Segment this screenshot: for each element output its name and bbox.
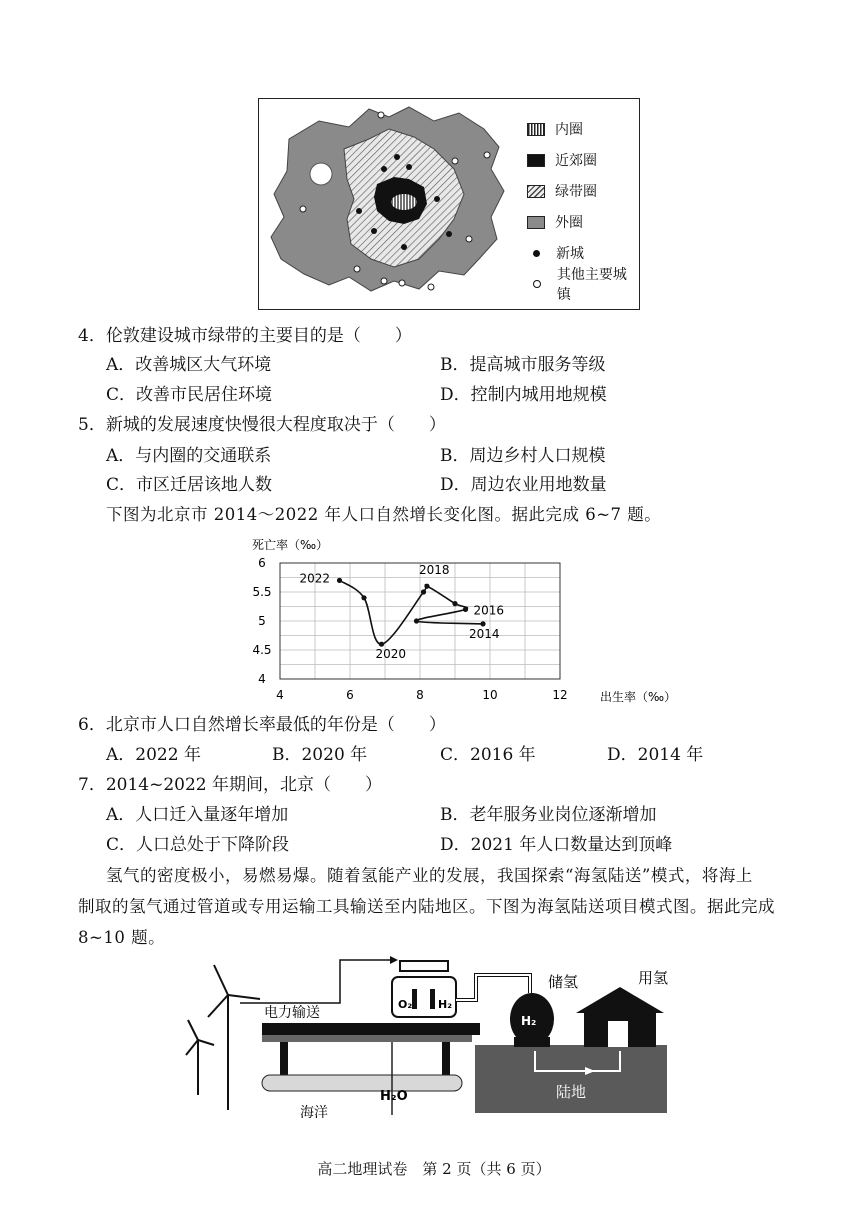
legend-label: 新城 <box>556 246 584 262</box>
data-point <box>421 589 426 594</box>
inner-ring <box>391 194 417 210</box>
y-tick-label: 4 <box>258 672 266 686</box>
platform <box>262 1023 480 1035</box>
x-tick-label: 10 <box>482 688 498 702</box>
y-tick-label: 6 <box>258 556 266 570</box>
gray-swatch-icon <box>527 216 545 229</box>
x-tick-label: 8 <box>416 688 424 702</box>
legend-suburban <box>527 150 639 170</box>
hatch-swatch-icon <box>527 123 545 136</box>
london-map <box>258 98 640 310</box>
legend-label: 其他主要城镇 <box>556 267 627 303</box>
q5-option-d[interactable]: D．周边农业用地数量 <box>440 475 607 495</box>
q7-option-d[interactable]: D．2021 年人口数量达到顶峰 <box>440 835 673 855</box>
q4-option-d[interactable]: D．控制内城用地规模 <box>440 385 607 405</box>
hydrogen-diagram <box>180 955 680 1125</box>
question-7-stem: 7．2014~2022 年期间，北京（ ） <box>78 775 382 795</box>
q6-option-c[interactable]: C．2016 年 <box>440 745 536 765</box>
x-tick-label: 12 <box>552 688 568 702</box>
q6-option-b[interactable]: B．2020 年 <box>272 745 368 765</box>
filled-dot-icon <box>533 250 540 257</box>
ocean-label: 海洋 <box>300 1105 328 1121</box>
h2-label: H₂ <box>438 998 453 1011</box>
population-chart <box>240 533 680 703</box>
year-label: 2016 <box>473 603 505 618</box>
question-5-stem: 5．新城的发展速度快慢很大程度取决于（ ） <box>78 415 446 435</box>
year-label: 2018 <box>419 563 450 578</box>
land-label: 陆地 <box>556 1083 587 1101</box>
legend-inner <box>527 119 639 139</box>
q5-option-a[interactable]: A．与内圈的交通联系 <box>106 446 272 466</box>
legend-label: 绿带圈 <box>555 184 597 200</box>
h2-intro-line-1: 氢气的密度极小，易燃易爆。随着氢能产业的发展，我国探索“海氢陆送”模式，将海上 <box>106 866 753 885</box>
q6-option-d[interactable]: D．2014 年 <box>607 745 704 765</box>
year-label: 2020 <box>375 647 407 662</box>
data-point <box>337 578 342 583</box>
power-label: 电力输送 <box>264 1005 320 1021</box>
legend-label: 内圈 <box>555 122 583 138</box>
q7-option-c[interactable]: C．人口总处于下降阶段 <box>106 835 290 855</box>
page-footer: 高二地理试卷 第 2 页（共 6 页） <box>317 1160 551 1178</box>
water-label: H₂O <box>380 1089 408 1104</box>
diagonal-swatch-icon <box>527 185 545 198</box>
question-4-stem: 4．伦敦建设城市绿带的主要目的是（ ） <box>78 326 412 346</box>
power-arrow <box>240 960 390 1003</box>
data-point <box>379 642 384 647</box>
year-label: 2022 <box>299 571 331 586</box>
data-point <box>452 601 457 606</box>
wind-turbine-icon <box>186 965 260 1110</box>
q4-option-a[interactable]: A．改善城区大气环境 <box>106 355 272 375</box>
q7-option-b[interactable]: B．老年服务业岗位逐渐增加 <box>440 805 657 825</box>
house-icon <box>576 987 664 1047</box>
series-line <box>340 580 484 644</box>
q5-option-c[interactable]: C．市区迁居该地人数 <box>106 475 273 495</box>
data-point <box>414 618 419 623</box>
chart-intro: 下图为北京市 2014～2022 年人口自然增长变化图。据此完成 6~7 题。 <box>106 505 662 524</box>
land-block <box>475 1045 667 1113</box>
black-swatch-icon <box>527 154 545 167</box>
legend-outer <box>527 212 639 232</box>
legend-green-belt <box>527 181 639 201</box>
data-point <box>463 607 468 612</box>
hollow-dot-icon <box>533 280 541 288</box>
q7-option-a[interactable]: A．人口迁入量逐年增加 <box>106 805 289 825</box>
y-tick-label: 5.5 <box>252 585 272 599</box>
storage-label: 储氢 <box>548 973 579 991</box>
legend-new-town <box>527 243 639 263</box>
y-tick-label: 5 <box>258 614 266 628</box>
o2-label: O₂ <box>398 998 413 1011</box>
y-axis-label: 死亡率（‰） <box>252 538 329 552</box>
h2-intro-line-2: 制取的氢气通过管道或专用运输工具输送至内陆地区。下图为海氢陆送项目模式图。据此完成 <box>78 897 775 916</box>
legend-other-town <box>527 267 639 303</box>
legend-label: 外圈 <box>555 215 583 231</box>
q6-option-a[interactable]: A．2022 年 <box>106 745 201 765</box>
q5-option-b[interactable]: B．周边乡村人口规模 <box>440 446 606 466</box>
x-tick-label: 4 <box>276 688 284 702</box>
x-axis-label: 出生率（‰） <box>600 690 677 703</box>
q4-option-c[interactable]: C．改善市民居住环境 <box>106 385 273 405</box>
x-tick-label: 6 <box>346 688 354 702</box>
map-legend <box>527 119 639 303</box>
question-6-stem: 6．北京市人口自然增长率最低的年份是（ ） <box>78 715 446 735</box>
year-label: 2014 <box>469 626 500 641</box>
q4-option-b[interactable]: B．提高城市服务等级 <box>440 355 606 375</box>
data-point <box>480 621 485 626</box>
y-tick-label: 4.5 <box>252 643 272 657</box>
data-point <box>361 595 366 600</box>
data-point <box>424 584 429 589</box>
pipeline <box>456 975 530 1000</box>
legend-label: 近郊圈 <box>555 153 597 169</box>
h2-intro-line-3: 8~10 题。 <box>78 928 166 947</box>
tank-label: H₂ <box>521 1014 537 1028</box>
use-label: 用氢 <box>638 969 669 987</box>
